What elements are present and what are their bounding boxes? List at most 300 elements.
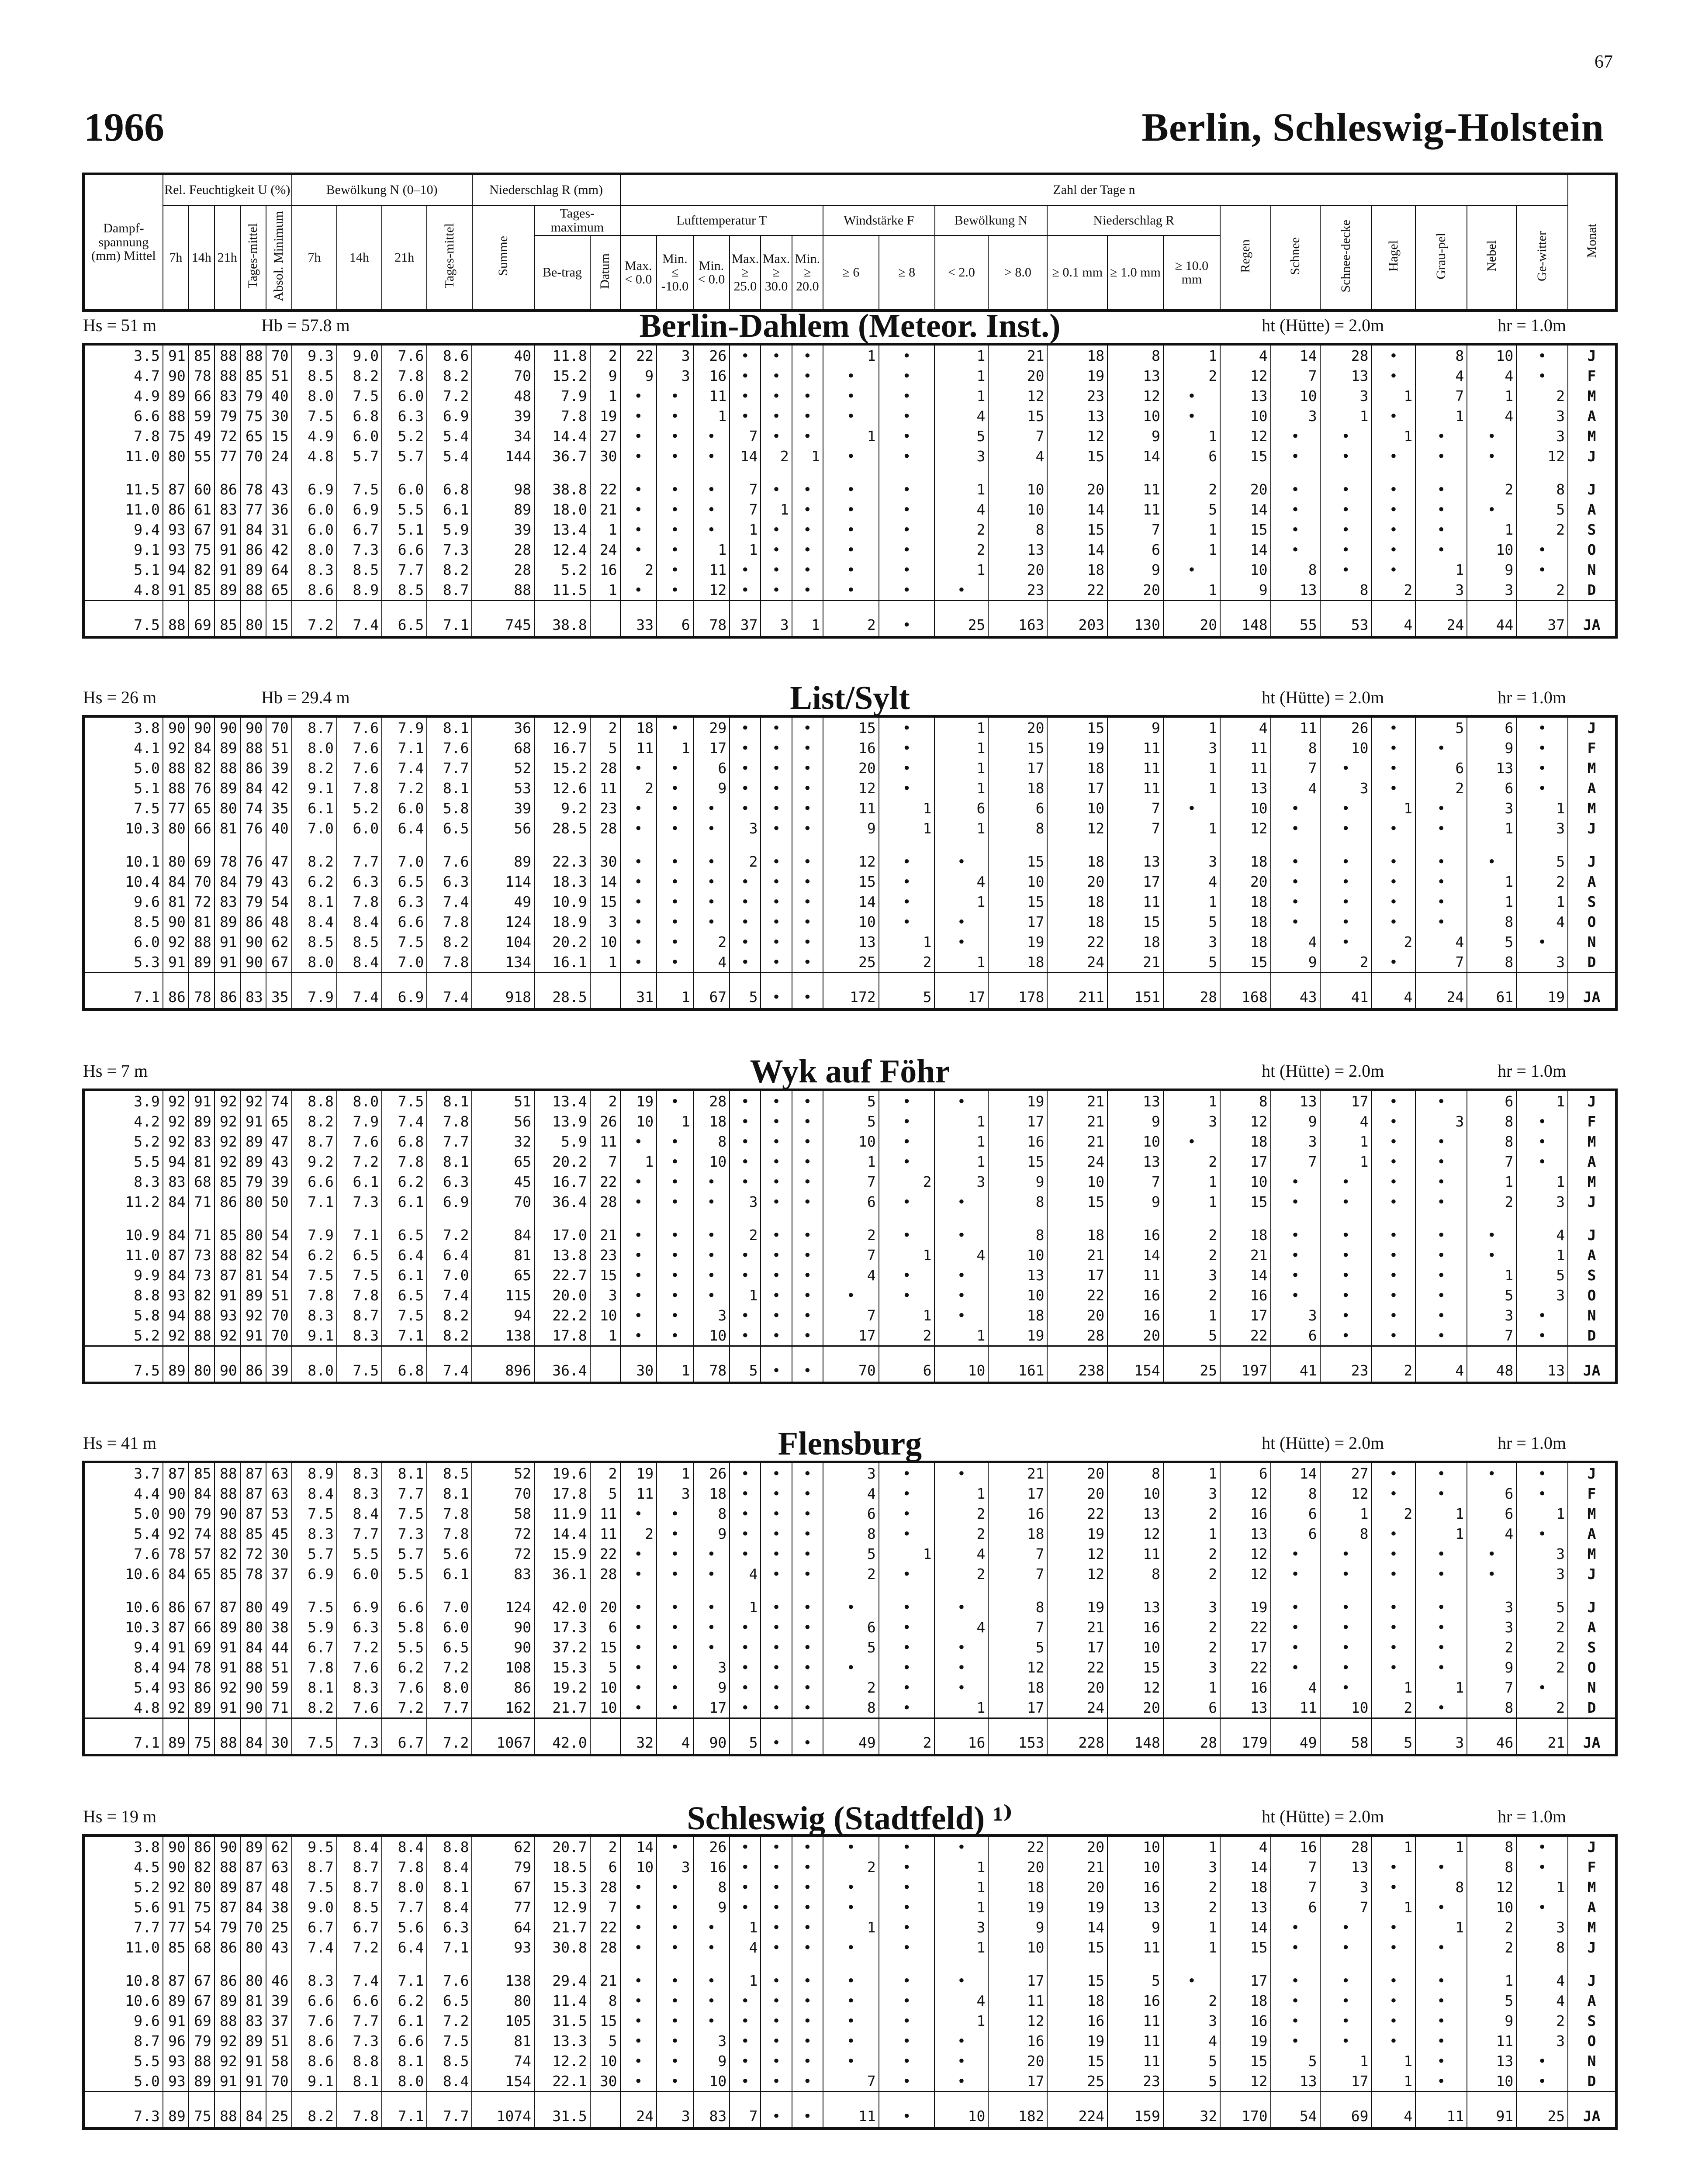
data-cell: 86 bbox=[214, 1937, 240, 1957]
data-cell: • bbox=[792, 406, 823, 426]
data-cell: 76 bbox=[240, 818, 266, 838]
data-cell: • bbox=[761, 1937, 792, 1957]
data-cell: 148 bbox=[1107, 1718, 1163, 1755]
data-cell: 3 bbox=[1467, 1305, 1516, 1325]
data-cell: 108 bbox=[472, 1657, 534, 1677]
data-cell: • bbox=[761, 1285, 792, 1305]
data-cell: 1 bbox=[761, 499, 792, 519]
annual-row bbox=[83, 1718, 1616, 1755]
data-cell: 20 bbox=[1047, 479, 1107, 499]
data-cell: 5 bbox=[1163, 952, 1220, 973]
data-cell: 17 bbox=[1220, 1637, 1270, 1657]
data-cell: 10 bbox=[823, 1131, 879, 1151]
data-cell: • bbox=[620, 1171, 657, 1192]
data-cell: 5 bbox=[590, 2031, 620, 2051]
data-cell: 81 bbox=[189, 912, 214, 932]
data-cell: • bbox=[693, 1990, 730, 2011]
data-cell: 85 bbox=[189, 580, 214, 601]
data-cell: 8.7 bbox=[292, 1131, 337, 1151]
data-cell: 9.5 bbox=[292, 1835, 337, 1857]
data-cell: • bbox=[1320, 758, 1372, 778]
data-cell: 8.0 bbox=[292, 1346, 337, 1383]
data-cell: • bbox=[879, 1090, 935, 1111]
data-cell: 94 bbox=[472, 1305, 534, 1325]
data-cell: 11 bbox=[823, 2092, 879, 2129]
data-cell: 16 bbox=[1220, 1677, 1270, 1697]
data-cell: 90 bbox=[214, 1346, 240, 1383]
data-cell: • bbox=[1415, 1462, 1467, 1483]
data-cell: • bbox=[1415, 1225, 1467, 1245]
data-cell: • bbox=[657, 1544, 693, 1564]
data-cell: 8 bbox=[1415, 344, 1467, 366]
data-cell: 14 bbox=[1220, 499, 1270, 519]
data-cell: 15.2 bbox=[534, 366, 590, 386]
data-cell: 7 bbox=[1271, 1151, 1320, 1171]
data-cell: 15.3 bbox=[534, 1877, 590, 1897]
data-cell: 5.2 bbox=[337, 798, 382, 818]
data-cell: 8.2 bbox=[292, 851, 337, 871]
data-cell: • bbox=[730, 2071, 761, 2092]
data-cell: • bbox=[1516, 2071, 1568, 2092]
month-cell: S bbox=[1568, 2011, 1616, 2031]
data-cell: 3 bbox=[1415, 1718, 1467, 1755]
data-cell: 5.7 bbox=[382, 1544, 427, 1564]
data-cell: 3 bbox=[1516, 1544, 1568, 1564]
data-cell: 8.2 bbox=[427, 932, 472, 952]
data-cell: 84 bbox=[163, 1564, 189, 1584]
data-cell: 6 bbox=[1271, 1325, 1320, 1346]
data-cell: 3 bbox=[1467, 580, 1516, 601]
header-hagel-label: Hagel bbox=[1386, 240, 1401, 272]
data-cell: 68 bbox=[472, 738, 534, 758]
header-wf-0: ≥ 6 bbox=[823, 235, 879, 311]
data-cell: • bbox=[761, 1835, 792, 1857]
data-cell: 1 bbox=[1163, 1835, 1220, 1857]
data-cell: • bbox=[934, 1677, 988, 1697]
data-cell: • bbox=[761, 1245, 792, 1265]
data-cell: 70 bbox=[266, 1325, 292, 1346]
data-cell: 6 bbox=[1163, 1697, 1220, 1718]
data-cell: 2 bbox=[879, 952, 935, 973]
data-cell: 1 bbox=[934, 1897, 988, 1917]
data-cell: • bbox=[1415, 1483, 1467, 1503]
data-cell: 6.0 bbox=[337, 426, 382, 446]
data-cell: • bbox=[1320, 851, 1372, 871]
data-cell: 87 bbox=[163, 1245, 189, 1265]
data-cell: 1 bbox=[1320, 406, 1372, 426]
data-cell: 94 bbox=[163, 1151, 189, 1171]
data-cell: • bbox=[730, 1462, 761, 1483]
data-cell: 7.6 bbox=[337, 738, 382, 758]
data-cell: • bbox=[730, 1503, 761, 1524]
header-lt-5: Min. ≥ 20.0 bbox=[792, 235, 823, 311]
data-cell: • bbox=[761, 892, 792, 912]
data-cell: • bbox=[1372, 366, 1416, 386]
data-cell: • bbox=[879, 1225, 935, 1245]
data-cell: 14 bbox=[823, 892, 879, 912]
data-cell: 11 bbox=[988, 1990, 1047, 2011]
data-cell: 7.8 bbox=[427, 1524, 472, 1544]
data-cell: 15 bbox=[590, 1637, 620, 1657]
data-cell: 35 bbox=[266, 798, 292, 818]
data-cell: • bbox=[761, 1111, 792, 1131]
data-cell: 17 bbox=[988, 758, 1047, 778]
data-cell: • bbox=[792, 386, 823, 406]
data-cell: • bbox=[879, 1877, 935, 1897]
data-cell: 10 bbox=[1107, 1835, 1163, 1857]
data-cell: 3 bbox=[1467, 1617, 1516, 1637]
data-cell: • bbox=[879, 1285, 935, 1305]
data-cell: • bbox=[1320, 519, 1372, 539]
data-cell: 10 bbox=[1047, 798, 1107, 818]
data-cell: • bbox=[792, 892, 823, 912]
data-cell: • bbox=[1320, 818, 1372, 838]
data-cell: 8.4 bbox=[337, 1835, 382, 1857]
data-cell: 71 bbox=[189, 1192, 214, 1212]
data-cell: 7.8 bbox=[427, 1111, 472, 1131]
header-bn-1: > 8.0 bbox=[988, 235, 1047, 311]
data-cell: • bbox=[879, 1192, 935, 1212]
data-cell: 5 bbox=[1516, 1265, 1568, 1285]
data-cell: 11 bbox=[693, 386, 730, 406]
data-cell: 4 bbox=[823, 1483, 879, 1503]
data-cell: 61 bbox=[189, 499, 214, 519]
data-cell: • bbox=[1415, 1990, 1467, 2011]
data-cell: 1 bbox=[657, 1462, 693, 1483]
data-cell: 2 bbox=[1163, 1544, 1220, 1564]
data-cell: 15 bbox=[1047, 1937, 1107, 1957]
data-cell: • bbox=[657, 1564, 693, 1584]
data-cell: 20 bbox=[1107, 1697, 1163, 1718]
data-cell: 5 bbox=[1163, 499, 1220, 519]
table-row bbox=[83, 1524, 1616, 1544]
data-cell: • bbox=[1415, 1265, 1467, 1285]
data-cell: 5.2 bbox=[83, 1325, 163, 1346]
header-bewoelkung: Bewölkung N (0–10) bbox=[292, 174, 472, 205]
data-cell: 17 bbox=[1107, 871, 1163, 892]
month-cell: O bbox=[1568, 912, 1616, 932]
data-cell: 18 bbox=[988, 1524, 1047, 1544]
data-cell: • bbox=[934, 851, 988, 871]
data-cell: 11 bbox=[1107, 778, 1163, 798]
data-cell: 14 bbox=[590, 871, 620, 892]
data-cell: 7.5 bbox=[337, 479, 382, 499]
data-cell: • bbox=[620, 1245, 657, 1265]
data-cell: 84 bbox=[240, 1718, 266, 1755]
data-cell: 54 bbox=[266, 1265, 292, 1285]
data-cell: 81 bbox=[240, 1265, 266, 1285]
data-cell: 38 bbox=[266, 1897, 292, 1917]
data-cell: 7.4 bbox=[337, 973, 382, 1010]
data-cell: 90 bbox=[240, 1677, 266, 1697]
data-cell: • bbox=[693, 1544, 730, 1564]
data-cell: 88 bbox=[189, 1325, 214, 1346]
data-cell: • bbox=[657, 479, 693, 499]
data-cell: • bbox=[1516, 932, 1568, 952]
data-cell: 15 bbox=[1047, 446, 1107, 466]
data-cell: • bbox=[823, 499, 879, 519]
data-cell: • bbox=[761, 539, 792, 560]
data-cell: 11 bbox=[1107, 2011, 1163, 2031]
data-cell: 1 bbox=[1372, 1897, 1416, 1917]
data-cell: 11 bbox=[1107, 758, 1163, 778]
data-cell: • bbox=[730, 892, 761, 912]
data-cell: • bbox=[761, 2092, 792, 2129]
data-cell: 36 bbox=[266, 499, 292, 519]
data-cell: • bbox=[792, 1225, 823, 1245]
data-cell: 7 bbox=[730, 426, 761, 446]
data-cell: 11.8 bbox=[534, 344, 590, 366]
data-cell: 89 bbox=[189, 1111, 214, 1131]
data-cell: 17 bbox=[1220, 1151, 1270, 1171]
data-cell: • bbox=[1516, 778, 1568, 798]
data-cell: 87 bbox=[163, 479, 189, 499]
data-cell: 70 bbox=[472, 366, 534, 386]
data-cell: 8.0 bbox=[292, 386, 337, 406]
data-cell: 18 bbox=[1220, 932, 1270, 952]
data-cell: 84 bbox=[163, 1265, 189, 1285]
data-cell: 7.0 bbox=[382, 851, 427, 871]
data-cell: 5.7 bbox=[382, 446, 427, 466]
data-cell: 7.6 bbox=[382, 1677, 427, 1697]
data-cell: • bbox=[657, 1305, 693, 1325]
data-cell: • bbox=[1320, 1285, 1372, 1305]
data-cell: 9.0 bbox=[292, 1897, 337, 1917]
data-cell: 19 bbox=[988, 1325, 1047, 1346]
data-cell: • bbox=[620, 1225, 657, 1245]
data-cell: • bbox=[1415, 2031, 1467, 2051]
data-cell: 8 bbox=[1516, 479, 1568, 499]
data-cell: 5 bbox=[934, 426, 988, 446]
data-cell: 91 bbox=[163, 580, 189, 601]
data-cell: 23 bbox=[1320, 1346, 1372, 1383]
data-cell: 1 bbox=[934, 716, 988, 738]
data-cell: 80 bbox=[240, 601, 266, 638]
data-cell: 19 bbox=[1047, 366, 1107, 386]
data-cell: 93 bbox=[163, 2051, 189, 2071]
station-ht: ht (Hütte) = 2.0m bbox=[1262, 1433, 1384, 1453]
data-cell: 1 bbox=[1163, 1305, 1220, 1325]
month-cell: J bbox=[1568, 818, 1616, 838]
data-cell: 90 bbox=[214, 1835, 240, 1857]
table-row bbox=[83, 1325, 1616, 1346]
data-cell: 70 bbox=[266, 2071, 292, 2092]
data-cell: 8.6 bbox=[427, 344, 472, 366]
data-cell: 84 bbox=[240, 1897, 266, 1917]
data-cell: 20.0 bbox=[534, 1285, 590, 1305]
data-cell: 1 bbox=[792, 446, 823, 466]
data-cell: 9.1 bbox=[83, 539, 163, 560]
station-hb: Hb = 57.8 m bbox=[261, 315, 350, 335]
data-cell: 72 bbox=[472, 1544, 534, 1564]
data-cell: • bbox=[657, 1697, 693, 1718]
data-cell: 3 bbox=[1415, 1111, 1467, 1131]
data-cell: 8.4 bbox=[292, 912, 337, 932]
data-cell: 3 bbox=[1163, 1265, 1220, 1285]
data-cell: • bbox=[823, 560, 879, 580]
data-cell: 12 bbox=[988, 386, 1047, 406]
data-cell: • bbox=[1372, 479, 1416, 499]
table-row bbox=[83, 1937, 1616, 1957]
data-cell: 6.9 bbox=[337, 499, 382, 519]
data-cell: • bbox=[792, 912, 823, 932]
data-cell: 8.2 bbox=[427, 560, 472, 580]
data-cell: • bbox=[1320, 1597, 1372, 1617]
data-cell: 4 bbox=[1415, 366, 1467, 386]
data-cell: • bbox=[1516, 1857, 1568, 1877]
data-cell: 7.9 bbox=[382, 716, 427, 738]
header-summe-label: Summe bbox=[496, 236, 511, 276]
table-row bbox=[83, 539, 1616, 560]
data-cell: • bbox=[792, 1171, 823, 1192]
data-cell: 7 bbox=[1107, 798, 1163, 818]
header-monat-label: Monat bbox=[1584, 224, 1599, 258]
data-cell: 22 bbox=[590, 1544, 620, 1564]
data-cell: • bbox=[761, 1151, 792, 1171]
data-cell: 3 bbox=[1516, 1285, 1568, 1305]
data-cell: 6.6 bbox=[382, 1597, 427, 1617]
data-cell: • bbox=[934, 1265, 988, 1285]
data-cell: 11 bbox=[590, 778, 620, 798]
data-cell: 11.2 bbox=[83, 1192, 163, 1212]
data-cell: 86 bbox=[163, 499, 189, 519]
data-cell: 8.4 bbox=[427, 1857, 472, 1877]
data-cell: 1 bbox=[1163, 716, 1220, 738]
data-cell: • bbox=[792, 798, 823, 818]
data-cell: 31 bbox=[266, 519, 292, 539]
table-row bbox=[83, 1970, 1616, 1990]
header-lt-0: Max. < 0.0 bbox=[620, 235, 657, 311]
data-cell: 8.3 bbox=[337, 1677, 382, 1697]
data-cell: 4 bbox=[1516, 1225, 1568, 1245]
data-cell: 7.7 bbox=[382, 560, 427, 580]
data-cell: 7.5 bbox=[83, 601, 163, 638]
data-cell: 16 bbox=[1107, 1877, 1163, 1897]
data-cell: 14.4 bbox=[534, 1524, 590, 1544]
month-cell: A bbox=[1568, 406, 1616, 426]
data-cell: • bbox=[1320, 1990, 1372, 2011]
data-cell: • bbox=[657, 406, 693, 426]
data-cell: 15 bbox=[1220, 519, 1270, 539]
data-cell: 5 bbox=[730, 973, 761, 1010]
data-cell: 23 bbox=[1107, 2071, 1163, 2092]
data-cell: 78 bbox=[214, 851, 240, 871]
data-cell: 68 bbox=[189, 1937, 214, 1957]
data-cell: 67 bbox=[189, 519, 214, 539]
data-cell: • bbox=[879, 1677, 935, 1697]
data-cell: • bbox=[657, 1597, 693, 1617]
data-cell: 7.7 bbox=[337, 1524, 382, 1544]
data-cell: 13 bbox=[1271, 1090, 1320, 1111]
data-cell: 7 bbox=[823, 1245, 879, 1265]
data-cell: 91 bbox=[214, 1285, 240, 1305]
data-cell: 35 bbox=[266, 973, 292, 1010]
data-cell: 72 bbox=[472, 1524, 534, 1544]
data-cell: • bbox=[620, 426, 657, 446]
data-cell: 11 bbox=[1271, 1697, 1320, 1718]
data-cell: 89 bbox=[214, 912, 240, 932]
data-cell: • bbox=[792, 1483, 823, 1503]
data-cell: 24 bbox=[1047, 1697, 1107, 1718]
data-cell: 6.6 bbox=[382, 912, 427, 932]
data-cell: • bbox=[1372, 1564, 1416, 1584]
data-cell: 5.2 bbox=[534, 560, 590, 580]
data-cell: 6 bbox=[590, 1617, 620, 1637]
data-cell: • bbox=[1271, 1617, 1320, 1637]
data-cell: • bbox=[1372, 1462, 1416, 1483]
data-cell: 69 bbox=[1320, 2092, 1372, 2129]
data-cell: 7 bbox=[988, 426, 1047, 446]
data-cell: 4 bbox=[1220, 1835, 1270, 1857]
data-cell: • bbox=[1372, 1937, 1416, 1957]
data-cell: 7.1 bbox=[83, 1718, 163, 1755]
data-cell: 1 bbox=[1516, 1877, 1568, 1897]
data-cell: • bbox=[1271, 1970, 1320, 1990]
data-cell: • bbox=[1516, 1677, 1568, 1697]
data-cell: 9 bbox=[693, 2051, 730, 2071]
data-cell: • bbox=[761, 912, 792, 932]
data-cell: 24 bbox=[1415, 601, 1467, 638]
data-cell: 2 bbox=[590, 1462, 620, 1483]
data-cell: 11 bbox=[1107, 1265, 1163, 1285]
data-cell: 25 bbox=[934, 601, 988, 638]
data-cell: 46 bbox=[266, 1970, 292, 1990]
data-cell: 2 bbox=[1372, 1697, 1416, 1718]
data-cell: 8.1 bbox=[292, 892, 337, 912]
data-cell: 55 bbox=[1271, 601, 1320, 638]
data-cell: 5.1 bbox=[83, 778, 163, 798]
data-cell: • bbox=[879, 1937, 935, 1957]
data-cell: 92 bbox=[214, 1151, 240, 1171]
data-cell: 1 bbox=[1163, 1917, 1220, 1937]
data-cell: 8 bbox=[1107, 344, 1163, 366]
data-cell: 87 bbox=[240, 1877, 266, 1897]
data-cell: 31 bbox=[620, 973, 657, 1010]
data-cell: • bbox=[1271, 912, 1320, 932]
data-cell: 1 bbox=[934, 560, 988, 580]
data-cell: 2 bbox=[823, 1677, 879, 1697]
data-cell: • bbox=[792, 2071, 823, 2092]
data-cell: 7.7 bbox=[382, 1897, 427, 1917]
data-cell: 1 bbox=[1372, 386, 1416, 406]
data-cell: • bbox=[1372, 952, 1416, 973]
data-cell: 16 bbox=[1220, 1285, 1270, 1305]
data-cell: 3 bbox=[730, 1192, 761, 1212]
data-cell: • bbox=[657, 1225, 693, 1245]
data-cell: • bbox=[792, 2051, 823, 2071]
data-cell: 124 bbox=[472, 912, 534, 932]
data-cell: • bbox=[657, 1192, 693, 1212]
data-cell: 6 bbox=[823, 1503, 879, 1524]
data-cell: 92 bbox=[240, 1305, 266, 1325]
data-cell: 4.5 bbox=[83, 1857, 163, 1877]
data-cell: 87 bbox=[240, 1503, 266, 1524]
data-cell: 6.3 bbox=[427, 871, 472, 892]
data-cell bbox=[590, 973, 620, 1010]
data-cell: • bbox=[792, 1697, 823, 1718]
data-cell: • bbox=[1516, 1131, 1568, 1151]
data-cell: 11.0 bbox=[83, 446, 163, 466]
data-cell: • bbox=[730, 344, 761, 366]
data-cell: 90 bbox=[189, 716, 214, 738]
data-cell: 10 bbox=[693, 1151, 730, 1171]
data-cell: • bbox=[1372, 1617, 1416, 1637]
data-cell: 4 bbox=[693, 952, 730, 973]
data-cell: 1 bbox=[934, 892, 988, 912]
station-data-table bbox=[82, 1089, 1618, 1384]
data-cell: 2 bbox=[1372, 932, 1416, 952]
data-cell: 64 bbox=[266, 560, 292, 580]
